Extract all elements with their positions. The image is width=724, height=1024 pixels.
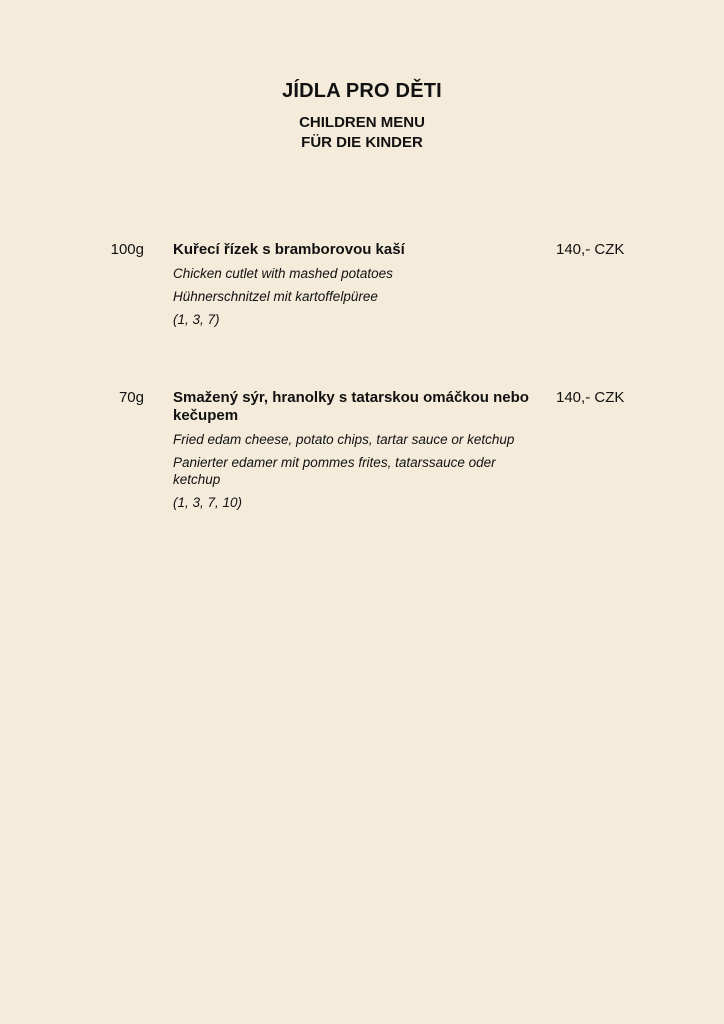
menu-item-body	[173, 241, 533, 328]
menu-subtitle-english: CHILDREN MENU	[299, 114, 425, 131]
menu-item-allergens: (1, 3, 7, 10)	[173, 495, 243, 510]
menu-item-weight: 100g	[110, 241, 144, 258]
menu-item-weight: 70g	[118, 389, 144, 406]
menu-item-allergens: (1, 3, 7)	[173, 312, 220, 327]
menu-item-name: Kuřecí řízek s bramborovou kaší	[173, 241, 405, 258]
menu-title: JÍDLA PRO DĚTI	[282, 80, 442, 102]
menu-item-description-german: Panierter edamer mit pommes frites, tatarssauce oder ketchup	[173, 455, 496, 487]
menu-item-description-english: Fried edam cheese, potato chips, tartar sauce or ketchup	[173, 432, 515, 447]
menu-item-body	[173, 389, 533, 511]
menu-item-description-german: Hühnerschnitzel mit kartoffelpüree	[173, 289, 378, 304]
menu-item-description-english: Chicken cutlet with mashed potatoes	[173, 266, 393, 281]
menu-item-price: 140,- CZK	[556, 241, 625, 258]
menu-subtitle-german: FÜR DIE KINDER	[301, 134, 423, 151]
menu-item-name: Smažený sýr, hranolky s tatarskou omáčkou nebo kečupem	[173, 389, 529, 424]
menu-item-price: 140,- CZK	[556, 389, 625, 406]
